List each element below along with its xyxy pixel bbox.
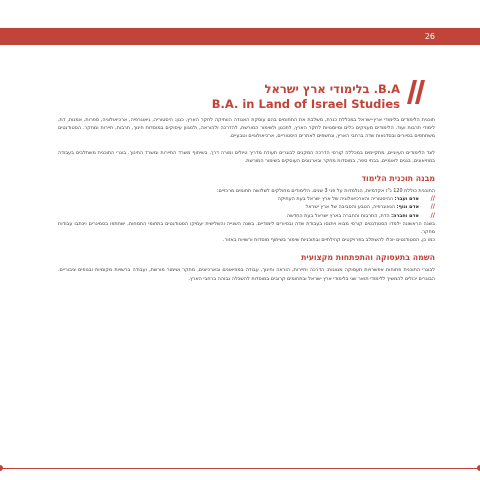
- bottom-rule: [0, 468, 480, 469]
- intro-paragraph: תוכנית הלימודים בלימודי ארץ-ישראל במכללת כנרת, משלבת את התחומים בהם עוסקת האגודה הוותיקה לחקר הארץ, כגון: היסטוריה, גיאוגרפיה, ארכיאולוגיה, ספרות, אמנות, דת, לימודי תרבות ועוד. הלימודים מעניקים כלים ומיומנויות לחקר הארץ, לתכנון ולשימור המורשת, להדרכה ולהוראה, ולמגוון עיסוקים במוסדות חינוך, תרבות, תיירות ומחקר. הסטודנטים משתתפים בסיורים ובסדנאות שדה ברחבי הארץ, ונחשפים לאתרים היסטוריים, ארכיאולוגיים וטבעיים.: [58, 117, 435, 140]
- title-english: B.A. in Land of Israel Studies: [211, 97, 400, 111]
- structure-text-2: בשנה הראשונה ילמדו הסטודנטים קורסי מבוא ויתנסו בעבודת שדה ובסיורים לימודיים. בשנה השנייה והשלישית יעמיקו הסטודנטים בתחומי התמחות, ישתתפו בסמינרים ויכתבו עבודות מחקר.: [58, 220, 435, 236]
- bullet-term: אדם וחברה:: [391, 212, 419, 219]
- list-item: [58, 203, 435, 211]
- structure-text-3: כמו כן, הסטודנטים יוכלו להשתלב בפרויקטים קהילתיים ובתוכניות שימור בשיתוף מוסדות ורשויות באזור.: [223, 237, 435, 244]
- double-slash-bullet-icon: //: [430, 211, 435, 219]
- top-bar: [0, 28, 480, 45]
- title-hebrew: B.A. בלימודי ארץ ישראל: [264, 82, 400, 96]
- bullet-desc: ההיסטוריה והארכיאולוגיה של ארץ ישראל בעת העתיקה: [277, 196, 394, 203]
- section-heading-structure: מבנה תוכנית הלימוד: [361, 174, 435, 184]
- title-block: [140, 82, 400, 112]
- page-number: 26: [424, 32, 435, 41]
- double-slash-bullet-icon: //: [430, 203, 435, 211]
- bullet-term: אדם ונוף:: [396, 204, 419, 211]
- list-item: [58, 195, 435, 203]
- structure-text: התוכנית כוללת 120 נ"ז אקדמיות, הנלמדות על פני 3 שנים. הלימודים מחולקים לשלושה תחומים מרכזיים:: [216, 188, 435, 195]
- registration-mark-left: [0, 465, 3, 471]
- bullet-term: אדם ועבר:: [394, 196, 419, 203]
- bullet-desc: הדת, התרבות והחברה בארץ ישראל בעת החדשה: [286, 212, 390, 219]
- main-content: [58, 116, 435, 291]
- intro-paragraph-2: לצד הלימודים העיוניים, מתקיימים במכללה קורסי הדרכה המקנים לבוגרים תעודת מדריך טיולים ומורה דרך, בשיתוף משרד התיירות ומשרד החינוך. בוגרי התוכנית משתלבים בעבודה במוזיאונים, בגנים לאומיים, בבתי ספר, במוסדות מחקר ובארגונים העוסקים בשימור המורשת.: [58, 149, 435, 164]
- section-heading-employment: השמה בתעסוקה והתפתחות מקצועית: [301, 253, 435, 263]
- bullet-desc: הגאוגרפיה, הטבע והסביבה של ארץ ישראל: [305, 204, 396, 211]
- employment-text: לבוגרי התוכנית פתוחות אפשרויות תעסוקה מגוונות: הדרכה ותיירות, הוראה וחינוך, עבודה במוזיאונים ובארכיונים, מחקר ושימור מורשת, ועבודה ברשויות מקומיות ובגופים ציבוריים. הבוגרים יכולים להמשיך ללימודי תואר שני בלימודי ארץ ישראל ובתחומים קרובים במוסדות להשכלה גבוהה ברחבי הארץ.: [58, 267, 435, 282]
- double-slash-bullet-icon: //: [430, 195, 435, 203]
- list-item: [58, 212, 435, 220]
- double-slash-icon: [406, 80, 426, 104]
